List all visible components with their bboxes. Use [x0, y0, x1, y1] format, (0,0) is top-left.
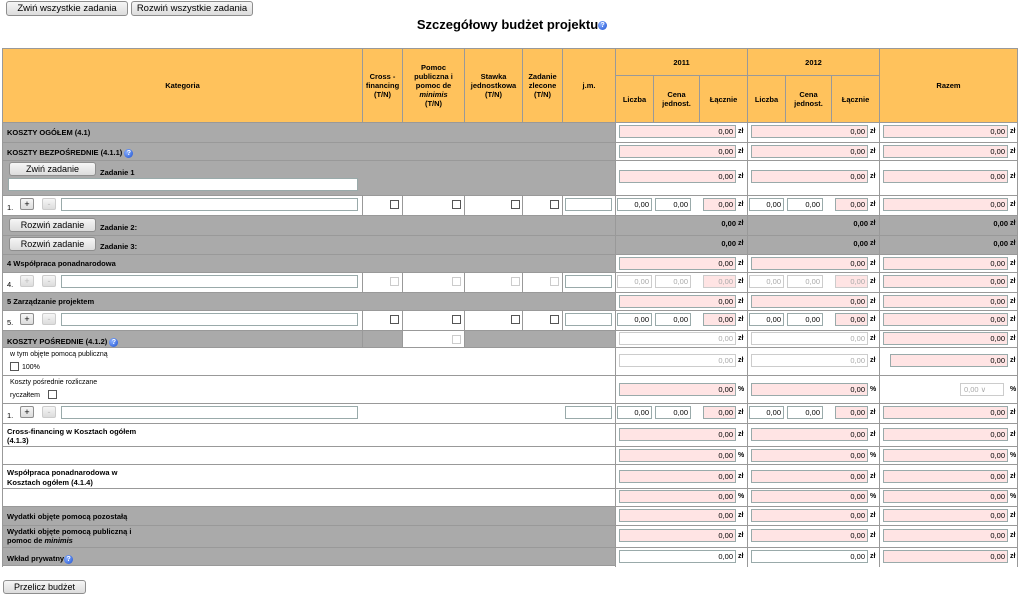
- total-razem-field[interactable]: 0,00: [883, 449, 1008, 462]
- quantity-2011-input[interactable]: 0,00: [617, 406, 652, 419]
- header-jm: j.m.: [562, 48, 615, 122]
- label-wydatki-pozostala: Wydatki objęte pomocą pozostałą: [7, 512, 128, 521]
- jm-input[interactable]: [565, 275, 612, 288]
- currency-unit: %: [870, 452, 877, 459]
- header-liczba: Liczba: [615, 75, 653, 122]
- currency-unit: zł: [1010, 553, 1016, 560]
- line-total-2012-field[interactable]: 0,00: [835, 406, 868, 419]
- quantity-2011-input[interactable]: 0,00: [617, 275, 652, 288]
- header-year-2012: 2012: [747, 48, 879, 75]
- quantity-2012-input[interactable]: 0,00: [749, 406, 784, 419]
- currency-unit: zł: [870, 431, 876, 438]
- cross-financing-checkbox[interactable]: [390, 315, 399, 324]
- pomoc-publiczna-checkbox[interactable]: [452, 277, 461, 286]
- total-razem-field[interactable]: 0,00: [883, 428, 1008, 441]
- header-cross-financing: Cross - financing (T/N): [362, 48, 402, 122]
- currency-unit: zł: [870, 553, 876, 560]
- row-number: 4.: [7, 280, 14, 289]
- total-2012-field[interactable]: 0,00: [751, 470, 868, 483]
- total-razem-field[interactable]: 0,00: [883, 509, 1008, 522]
- label-zadanie-3: Zadanie 3:: [100, 242, 138, 251]
- unit-price-2011-input[interactable]: 0,00: [655, 198, 691, 211]
- header-stawka: Stawka jednostkowa (T/N): [464, 48, 522, 122]
- total-razem-field[interactable]: 0,00: [883, 295, 1008, 308]
- pomoc-publiczna-checkbox[interactable]: [452, 200, 461, 209]
- currency-unit: zł: [1010, 409, 1016, 416]
- currency-unit: zł: [738, 298, 744, 305]
- currency-unit: %: [1010, 452, 1017, 459]
- line-razem-field[interactable]: 0,00: [883, 313, 1008, 326]
- total-2011-field[interactable]: 0,00: [619, 449, 736, 462]
- currency-unit: zł: [738, 431, 744, 438]
- label-wydatki-publiczna-2: pomoc de minimis: [7, 536, 73, 545]
- label-wspolpraca-ogolem: Współpraca ponadnarodowa w: [7, 468, 118, 477]
- currency-unit: zł: [870, 173, 876, 180]
- total-2011-field[interactable]: 0,00: [619, 550, 736, 563]
- currency-unit: %: [1010, 386, 1017, 393]
- item-name-input[interactable]: [61, 406, 358, 419]
- total-2011-field[interactable]: 0,00: [619, 490, 736, 503]
- header-liczba: Liczba: [747, 75, 785, 122]
- currency-unit: zł: [1010, 201, 1016, 208]
- header-lacznie: Łącznie: [699, 75, 747, 122]
- unit-price-2011-input[interactable]: 0,00: [655, 275, 691, 288]
- currency-unit: zł: [870, 128, 876, 135]
- currency-unit: zł: [738, 173, 744, 180]
- ryczalt-checkbox[interactable]: [48, 390, 57, 399]
- header-year-2011: 2011: [615, 48, 747, 75]
- total-2011-field[interactable]: 0,00: [619, 470, 736, 483]
- total-2011-field[interactable]: 0,00: [619, 170, 736, 183]
- collapse-task-button[interactable]: Zwiń zadanie: [9, 162, 96, 176]
- total-value: 0,00: [853, 239, 868, 248]
- remove-row-button[interactable]: -: [42, 406, 56, 418]
- currency-unit: zł: [870, 148, 876, 155]
- currency-unit: zł: [738, 553, 744, 560]
- label-zarzadzanie: 5 Zarządzanie projektem: [7, 297, 95, 306]
- currency-unit: zł: [870, 532, 876, 539]
- label-ryczaltem: ryczałtem: [10, 392, 40, 399]
- help-icon[interactable]: ?: [64, 555, 73, 564]
- total-2012-field[interactable]: 0,00: [751, 428, 868, 441]
- cross-financing-checkbox[interactable]: [390, 277, 399, 286]
- zadanie-zlecone-checkbox[interactable]: [550, 315, 559, 324]
- total-2011-field[interactable]: 0,00: [619, 125, 736, 138]
- label-wspolpraca-ogolem-2: Kosztach ogółem (4.1.4): [7, 478, 93, 487]
- label-zadanie-2: Zadanie 2:: [100, 223, 138, 232]
- grid-line: [879, 122, 880, 567]
- expand-task-button[interactable]: Rozwiń zadanie: [9, 218, 96, 232]
- jm-input[interactable]: [565, 406, 612, 419]
- currency-unit: zł: [738, 357, 744, 364]
- label-pomoc-publiczna: w tym objęte pomocą publiczną: [10, 351, 108, 358]
- grid-line: [362, 272, 363, 292]
- currency-unit: zł: [738, 220, 744, 227]
- remove-row-button[interactable]: -: [42, 313, 56, 325]
- currency-unit: %: [738, 386, 745, 393]
- grid-line: [2, 122, 3, 567]
- remove-row-button[interactable]: -: [42, 198, 56, 210]
- help-icon[interactable]: ?: [598, 21, 607, 30]
- jm-input[interactable]: [565, 198, 612, 211]
- currency-unit: zł: [1010, 532, 1016, 539]
- add-row-button[interactable]: +: [20, 275, 34, 287]
- total-2012-field[interactable]: 0,00: [751, 295, 868, 308]
- row-number: 1.: [7, 411, 14, 420]
- total-2011-field[interactable]: 0,00: [619, 145, 736, 158]
- add-row-button[interactable]: +: [20, 313, 34, 325]
- total-razem-field[interactable]: 0,00: [883, 332, 1008, 345]
- grid-line: [402, 272, 403, 292]
- label-koszty-ogolem: KOSZTY OGÓŁEM (4.1): [7, 128, 91, 137]
- currency-unit: zł: [870, 473, 876, 480]
- grid-line: [1017, 122, 1018, 567]
- grid-line: [402, 310, 403, 347]
- quantity-2012-input[interactable]: 0,00: [749, 275, 784, 288]
- total-value: 0,00: [853, 219, 868, 228]
- currency-unit: zł: [738, 128, 744, 135]
- grid-line: [362, 195, 363, 215]
- grid-line: [562, 272, 563, 292]
- line-total-2012-field[interactable]: 0,00: [835, 275, 868, 288]
- currency-unit: zł: [870, 278, 876, 285]
- currency-unit: %: [1010, 493, 1017, 500]
- expand-all-tasks-button[interactable]: Rozwiń wszystkie zadania: [131, 1, 253, 16]
- currency-unit: zł: [1010, 128, 1016, 135]
- label-zadanie-1: Zadanie 1: [100, 168, 135, 177]
- line-total-2011-field[interactable]: 0,00: [703, 198, 736, 211]
- currency-unit: zł: [1010, 173, 1016, 180]
- label-posrednie-ryczalt: Koszty pośrednie rozliczane: [10, 379, 98, 386]
- total-razem-field[interactable]: 0,00: [890, 354, 1008, 367]
- total-razem-field[interactable]: 0,00: [883, 145, 1008, 158]
- header-razem: Razem: [879, 48, 1018, 122]
- currency-unit: zł: [870, 201, 876, 208]
- line-razem-field[interactable]: 0,00: [883, 198, 1008, 211]
- add-row-button[interactable]: +: [20, 198, 34, 210]
- currency-unit: zł: [1010, 260, 1016, 267]
- currency-unit: zł: [738, 278, 744, 285]
- quantity-2012-input[interactable]: 0,00: [749, 198, 784, 211]
- jm-input[interactable]: [565, 313, 612, 326]
- grid-line: [464, 272, 465, 292]
- label-wklad-prywatny: Wkład prywatny ?: [7, 554, 73, 564]
- total-2011-field[interactable]: 0,00: [619, 383, 736, 396]
- header-kategoria: Kategoria: [2, 48, 362, 122]
- total-2012-field[interactable]: 0,00: [751, 145, 868, 158]
- zadanie-zlecone-checkbox[interactable]: [550, 200, 559, 209]
- item-name-input[interactable]: [61, 313, 358, 326]
- total-value: 0,00: [993, 219, 1008, 228]
- currency-unit: zł: [1010, 357, 1016, 364]
- add-row-button[interactable]: +: [20, 406, 34, 418]
- total-2012-field[interactable]: 0,00: [751, 257, 868, 270]
- total-razem-field[interactable]: 0,00: [883, 490, 1008, 503]
- label-cross-financing: Cross-financing w Kosztach ogółem: [7, 427, 137, 436]
- pomoc-publiczna-checkbox[interactable]: [452, 315, 461, 324]
- total-2012-field[interactable]: 0,00: [751, 550, 868, 563]
- line-razem-field[interactable]: 0,00: [883, 406, 1008, 419]
- pct100-checkbox[interactable]: [10, 362, 19, 371]
- line-total-2011-field[interactable]: 0,00: [703, 406, 736, 419]
- currency-unit: zł: [870, 316, 876, 323]
- currency-unit: zł: [1010, 473, 1016, 480]
- currency-unit: zł: [870, 335, 876, 342]
- grid-line: [402, 195, 403, 215]
- total-2011-field[interactable]: 0,00: [619, 529, 736, 542]
- currency-unit: zł: [738, 409, 744, 416]
- currency-unit: zł: [870, 409, 876, 416]
- line-total-2011-field[interactable]: 0,00: [703, 313, 736, 326]
- total-2012-field[interactable]: 0,00: [751, 332, 868, 345]
- total-2011-field[interactable]: 0,00: [619, 428, 736, 441]
- total-razem-field[interactable]: 0,00: [883, 470, 1008, 483]
- remove-row-button[interactable]: -: [42, 275, 56, 287]
- total-2012-field[interactable]: 0,00: [751, 354, 868, 367]
- currency-unit: zł: [1010, 220, 1016, 227]
- line-total-2012-field[interactable]: 0,00: [835, 313, 868, 326]
- total-2012-field[interactable]: 0,00: [751, 529, 868, 542]
- grid-line: [362, 310, 363, 347]
- line-razem-field[interactable]: 0,00: [883, 275, 1008, 288]
- currency-unit: zł: [1010, 298, 1016, 305]
- total-2012-field[interactable]: 0,00: [751, 509, 868, 522]
- line-total-2011-field[interactable]: 0,00: [703, 275, 736, 288]
- pomoc-publiczna-checkbox[interactable]: [452, 335, 461, 344]
- ryczalt-percent-select[interactable]: 0,00 ∨: [960, 383, 1004, 396]
- header-cena: Cena jednost.: [653, 75, 699, 122]
- header-zadanie-zlecone: Zadanie zlecone (T/N): [522, 48, 562, 122]
- unit-price-2012-input[interactable]: 0,00: [787, 275, 823, 288]
- total-2012-field[interactable]: 0,00: [751, 383, 868, 396]
- currency-unit: zł: [1010, 240, 1016, 247]
- currency-unit: zł: [738, 532, 744, 539]
- row-number: 5.: [7, 318, 14, 327]
- item-name-input[interactable]: [61, 198, 358, 211]
- grid-line: [464, 310, 465, 347]
- help-icon[interactable]: ?: [109, 338, 118, 347]
- currency-unit: zł: [738, 240, 744, 247]
- currency-unit: %: [738, 493, 745, 500]
- recalculate-budget-button[interactable]: Przelicz budżet: [3, 580, 86, 594]
- currency-unit: zł: [870, 240, 876, 247]
- label-100pct: 100%: [22, 364, 40, 371]
- total-razem-field[interactable]: 0,00: [883, 550, 1008, 563]
- currency-unit: zł: [738, 316, 744, 323]
- stawka-checkbox[interactable]: [511, 277, 520, 286]
- currency-unit: zł: [1010, 278, 1016, 285]
- total-2011-field[interactable]: 0,00: [619, 332, 736, 345]
- zadanie-zlecone-checkbox[interactable]: [550, 277, 559, 286]
- total-2011-field[interactable]: 0,00: [619, 257, 736, 270]
- total-2012-field[interactable]: 0,00: [751, 125, 868, 138]
- grid-line: [522, 310, 523, 330]
- grid-line: [522, 195, 523, 215]
- currency-unit: zł: [738, 473, 744, 480]
- currency-unit: zł: [1010, 148, 1016, 155]
- stawka-checkbox[interactable]: [511, 200, 520, 209]
- header-lacznie: Łącznie: [831, 75, 879, 122]
- total-razem-field[interactable]: 0,00: [883, 125, 1008, 138]
- currency-unit: zł: [870, 512, 876, 519]
- quantity-2012-input[interactable]: 0,00: [749, 313, 784, 326]
- currency-unit: zł: [1010, 431, 1016, 438]
- cross-financing-checkbox[interactable]: [390, 200, 399, 209]
- label-cross-financing-2: (4.1.3): [7, 436, 29, 445]
- grid-line: [522, 272, 523, 292]
- unit-price-2011-input[interactable]: 0,00: [655, 313, 691, 326]
- total-2011-field[interactable]: 0,00: [619, 295, 736, 308]
- label-wspolpraca: 4 Współpraca ponadnarodowa: [7, 259, 116, 268]
- help-icon[interactable]: ?: [124, 149, 133, 158]
- label-wydatki-publiczna: Wydatki objęte pomocą publiczną i: [7, 527, 132, 536]
- unit-price-2011-input[interactable]: 0,00: [655, 406, 691, 419]
- unit-price-2012-input[interactable]: 0,00: [787, 198, 823, 211]
- total-2012-field[interactable]: 0,00: [751, 449, 868, 462]
- currency-unit: %: [738, 452, 745, 459]
- currency-unit: zł: [738, 512, 744, 519]
- total-2011-field[interactable]: 0,00: [619, 354, 736, 367]
- total-2012-field[interactable]: 0,00: [751, 170, 868, 183]
- total-2011-field[interactable]: 0,00: [619, 509, 736, 522]
- grid-line: [562, 310, 563, 330]
- currency-unit: zł: [738, 148, 744, 155]
- total-value: 0,00: [721, 239, 736, 248]
- total-razem-field[interactable]: 0,00: [883, 170, 1008, 183]
- row-number: 1.: [7, 203, 14, 212]
- quantity-2011-input[interactable]: 0,00: [617, 313, 652, 326]
- grid-line: [562, 195, 563, 215]
- total-value: 0,00: [993, 239, 1008, 248]
- header-pomoc-publiczna: Pomoc publiczna i pomoc de minimis (T/N): [402, 48, 464, 122]
- grid-line: [747, 122, 748, 567]
- quantity-2011-input[interactable]: 0,00: [617, 198, 652, 211]
- header-cena: Cena jednost.: [785, 75, 831, 122]
- grid-line: [464, 195, 465, 215]
- currency-unit: zł: [1010, 512, 1016, 519]
- currency-unit: zł: [870, 298, 876, 305]
- currency-unit: zł: [738, 260, 744, 267]
- currency-unit: zł: [1010, 316, 1016, 323]
- expand-task-button[interactable]: Rozwiń zadanie: [9, 237, 96, 251]
- page-title: Szczegółowy budżet projektu ?: [0, 16, 1024, 34]
- item-name-input[interactable]: [61, 275, 358, 288]
- total-2012-field[interactable]: 0,00: [751, 490, 868, 503]
- unit-price-2012-input[interactable]: 0,00: [787, 313, 823, 326]
- label-koszty-posrednie: KOSZTY POŚREDNIE (4.1.2) ?: [7, 337, 118, 347]
- currency-unit: zł: [870, 357, 876, 364]
- line-total-2012-field[interactable]: 0,00: [835, 198, 868, 211]
- total-value: 0,00: [721, 219, 736, 228]
- currency-unit: %: [870, 386, 877, 393]
- total-razem-field[interactable]: 0,00: [883, 529, 1008, 542]
- currency-unit: zł: [870, 220, 876, 227]
- label-koszty-bezposrednie: KOSZTY BEZPOŚREDNIE (4.1.1) ?: [7, 148, 133, 158]
- currency-unit: zł: [870, 260, 876, 267]
- grid-line: [615, 122, 616, 567]
- currency-unit: zł: [1010, 335, 1016, 342]
- currency-unit: zł: [738, 201, 744, 208]
- task-1-name-input[interactable]: [8, 178, 358, 191]
- currency-unit: zł: [738, 335, 744, 342]
- currency-unit: %: [870, 493, 877, 500]
- stawka-checkbox[interactable]: [511, 315, 520, 324]
- unit-price-2012-input[interactable]: 0,00: [787, 406, 823, 419]
- collapse-all-tasks-button[interactable]: Zwiń wszystkie zadania: [6, 1, 128, 16]
- total-razem-field[interactable]: 0,00: [883, 257, 1008, 270]
